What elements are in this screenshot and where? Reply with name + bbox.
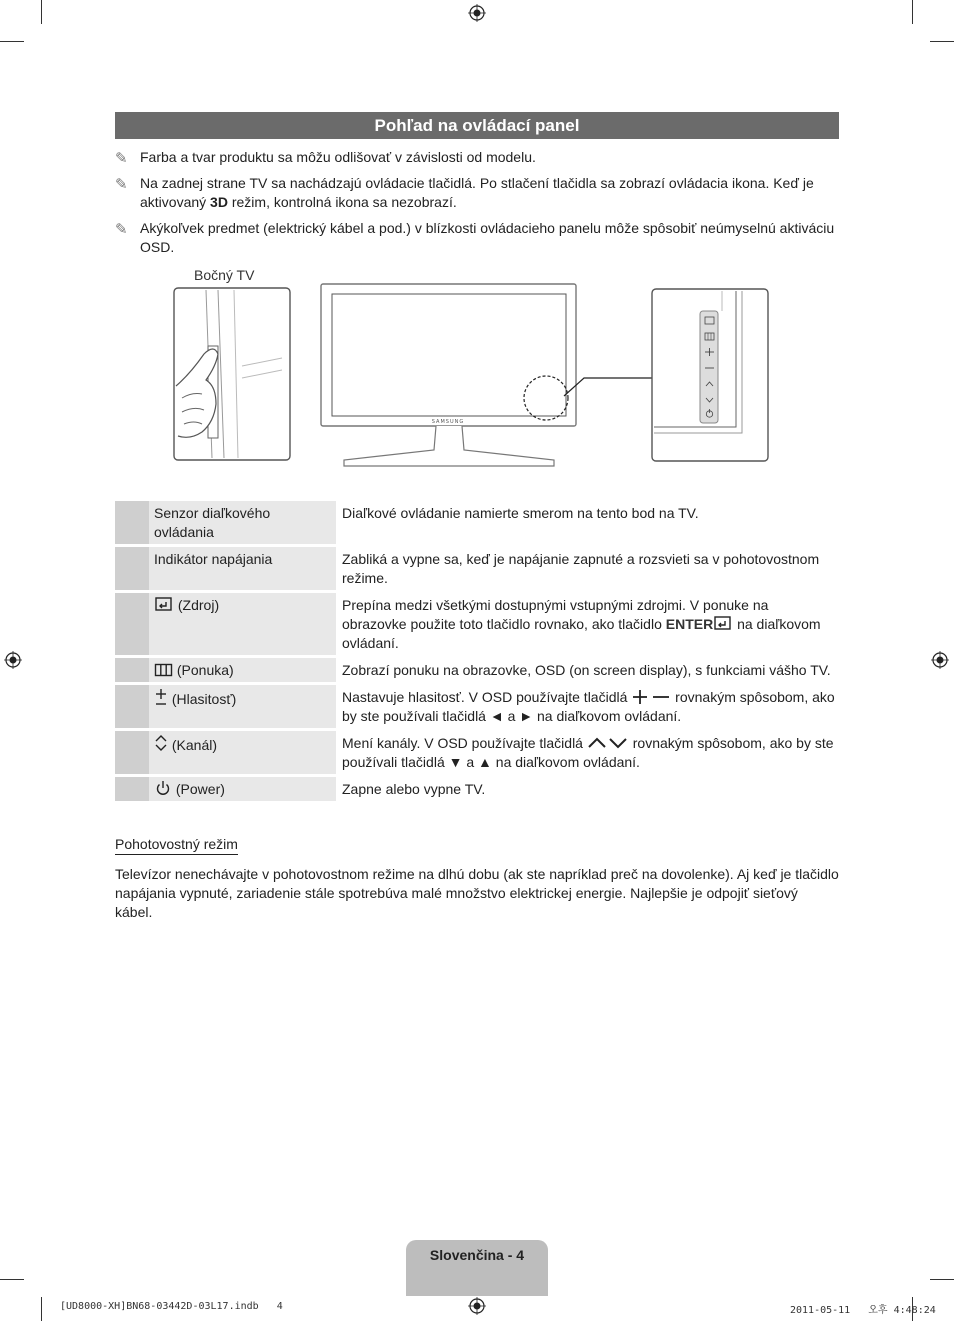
registration-mark-icon: [468, 4, 486, 22]
plus-minus-icon: [631, 690, 671, 704]
row-marker: [115, 658, 149, 682]
control-name: (Kanál): [149, 731, 336, 774]
volume-icon: [154, 688, 168, 706]
note: [115, 219, 839, 257]
crop-mark: [0, 1279, 24, 1280]
print-slug-left: [UD8000-XH]BN68-03442D-03L17.indb 4: [60, 1301, 283, 1312]
standby-text: Televízor nenechávajte v pohotovostnom režime na dlhú dobu (ak ste napríklad preč na dovolenke). Aj keď je tlačidlo napájania vypnuté, zariadenie stále spotrebúva malé množstvo elektrickej energie. Najlepšie je odpojiť sieťový kábel.: [115, 866, 839, 920]
power-icon: [154, 780, 172, 796]
registration-mark-icon: [931, 651, 949, 669]
menu-icon: [154, 663, 173, 677]
control-panel-closeup: [650, 287, 772, 465]
control-description: Zapne alebo vypne TV.: [336, 777, 839, 801]
control-name: (Hlasitosť): [149, 685, 336, 728]
control-description: Zabliká a vypne sa, keď je napájanie zapnuté a rozsvieti sa v pohotovostnom režime.: [336, 547, 839, 590]
enter-icon: [713, 616, 733, 631]
registration-mark-icon: [4, 651, 22, 669]
row-marker: [115, 731, 149, 774]
pencil-note-icon: ✎: [115, 176, 128, 193]
note-text: Farba a tvar produktu sa môžu odlišovať v závislosti od modelu.: [140, 149, 536, 165]
page-title: Pohľad na ovládací panel: [115, 112, 839, 139]
table-row: [115, 593, 839, 655]
row-marker: [115, 501, 149, 544]
crop-mark: [930, 1279, 954, 1280]
standby-heading: Pohotovostný režim: [115, 836, 238, 855]
crop-mark: [912, 0, 913, 24]
control-name: Indikátor napájania: [149, 547, 336, 590]
registration-mark-icon: [468, 1297, 486, 1315]
control-description: Prepína medzi všetkými dostupnými vstupnými zdrojmi. V ponuke na obrazovke použite toto tlačidlo rovnako, ako tlačidlo ENTER na diaľkovom ovládaní.: [336, 593, 839, 655]
tv-brand-logo: SAMSUNG: [431, 419, 465, 425]
callout-line: [562, 370, 654, 400]
table-row: [115, 731, 839, 774]
crop-mark: [0, 41, 24, 42]
tv-front-illustration: [318, 282, 580, 472]
page-number-tab: Slovenčina - 4: [406, 1240, 548, 1296]
pencil-note-icon: ✎: [115, 150, 128, 167]
control-name: Senzor diaľkového ovládania: [149, 501, 336, 544]
note-text: Akýkoľvek predmet (elektrický kábel a pod.) v blízkosti ovládacieho panelu môže spôsobiť neúmyselnú aktiváciu OSD.: [140, 220, 835, 255]
pencil-note-icon: ✎: [115, 221, 128, 238]
control-name: (Zdroj): [149, 593, 336, 655]
crop-mark: [930, 41, 954, 42]
note: [115, 148, 839, 167]
table-row: [115, 547, 839, 590]
table-row: [115, 777, 839, 801]
row-marker: [115, 547, 149, 590]
control-description: Nastavuje hlasitosť. V OSD používajte tlačidlá rovnakým spôsobom, ako by ste používali tlačidlá ◄ a ► na diaľkovom ovládaní.: [336, 685, 839, 728]
channel-icon: [154, 734, 168, 752]
note-text: Na zadnej strane TV sa nachádzajú ovládacie tlačidlá. Po stlačení tlačidla sa zobrazí ovládacia ikona. Keď je aktivovaný 3D režim, kontrolná ikona sa nezobrazí.: [140, 175, 814, 210]
source-icon: [154, 597, 174, 612]
print-slug-right: 2011-05-11 오후 4:48:24: [790, 1305, 936, 1316]
up-down-icon: [587, 736, 629, 750]
table-row: [115, 501, 839, 544]
control-name: (Ponuka): [149, 658, 336, 682]
control-description: Zobrazí ponuku na obrazovke, OSD (on screen display), s funkciami vášho TV.: [336, 658, 839, 682]
control-description: Diaľkové ovládanie namierte smerom na tento bod na TV.: [336, 501, 839, 544]
control-name: (Power): [149, 777, 336, 801]
row-marker: [115, 593, 149, 655]
table-row: [115, 658, 839, 682]
crop-mark: [41, 0, 42, 24]
control-table: [115, 498, 839, 804]
control-description: Mení kanály. V OSD používajte tlačidlá rovnakým spôsobom, ako by ste používali tlačidlá ▼ a ▲ na diaľkovom ovládaní.: [336, 731, 839, 774]
table-row: [115, 685, 839, 728]
note: [115, 174, 839, 212]
row-marker: [115, 685, 149, 728]
row-marker: [115, 777, 149, 801]
side-tv-label: Bočný TV: [194, 267, 255, 283]
side-tv-illustration: [172, 286, 294, 464]
crop-mark: [41, 1297, 42, 1321]
